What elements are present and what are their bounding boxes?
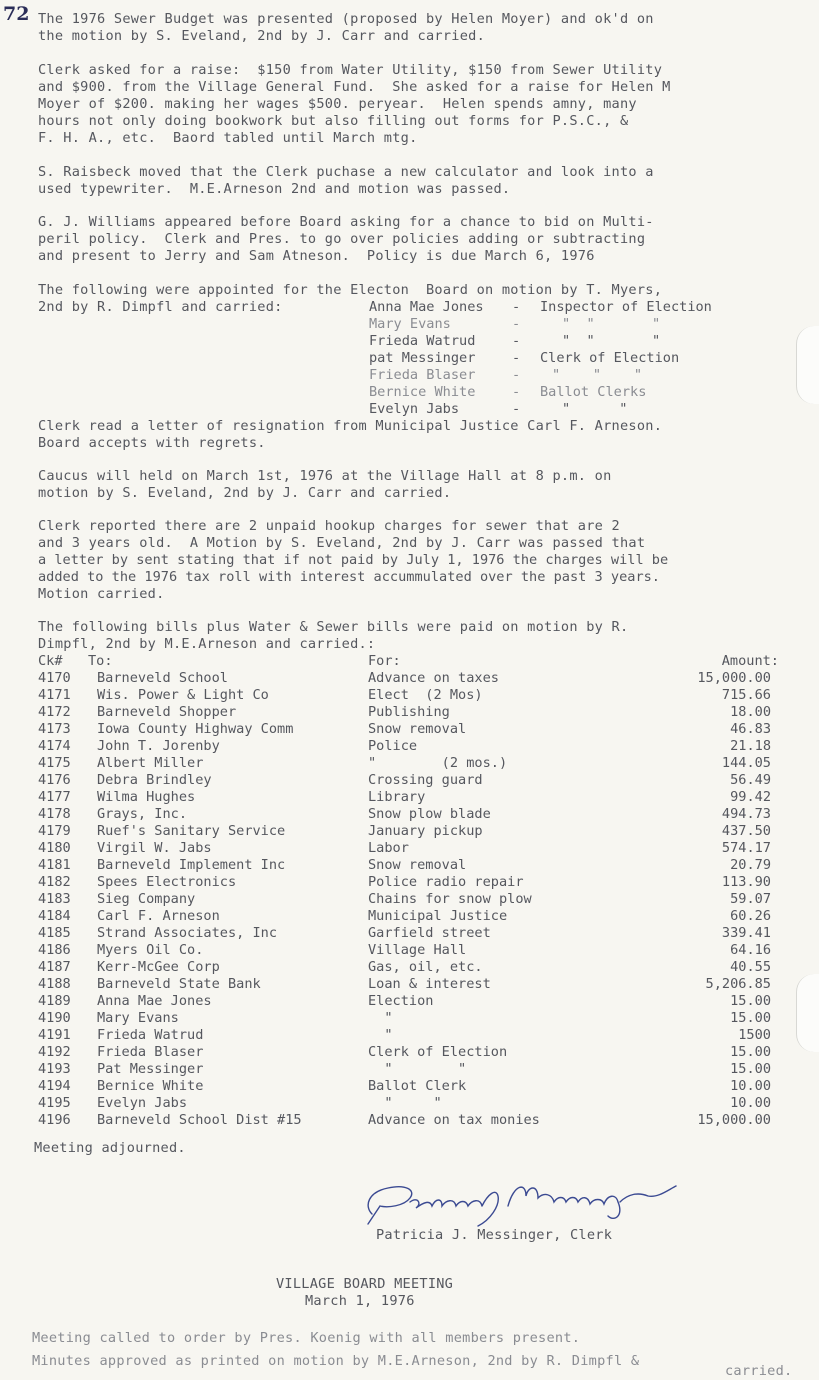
bill-check-number: 4172 [38,704,71,720]
text-line: carried. [725,1363,793,1379]
column-header-for: For: [368,653,401,669]
bill-payee: Debra Brindley [97,772,212,788]
text-line: used typewriter. M.E.Arneson 2nd and motion was passed. [38,181,511,197]
text-line: Clerk read a letter of resignation from Municipal Justice Carl F. Arneson. [38,418,663,434]
bill-amount: 56.49 [730,772,771,788]
bill-check-number: 4182 [38,874,71,890]
bill-purpose: January pickup [368,823,483,839]
bill-payee: Frieda Blaser [97,1044,204,1060]
table-row [0,670,819,687]
bill-payee: Barneveld State Bank [97,976,261,992]
bill-purpose: Snow removal [368,857,467,873]
table-row [0,993,819,1010]
appointee-name: Frieda Blaser [369,367,476,383]
table-row [0,823,819,840]
bill-amount: 10.00 [730,1078,771,1094]
bill-check-number: 4173 [38,721,71,737]
appointee-role: Clerk of Election [540,350,680,366]
bill-purpose: " [368,1027,393,1043]
bill-purpose: Advance on tax monies [368,1112,540,1128]
table-row [0,1078,819,1095]
bill-check-number: 4171 [38,687,71,703]
bill-purpose: Library [368,789,426,805]
text-line: Clerk asked for a raise: $150 from Water Utility, $150 from Sewer Utility [38,62,663,78]
bill-payee: Barneveld Implement Inc [97,857,286,873]
bill-amount: 113.90 [721,874,771,890]
table-row [0,721,819,738]
handwritten-signature [358,1176,688,1228]
text-line: Minutes approved as printed on motion by M.E.Arneson, 2nd by R. Dimpfl & [32,1353,640,1369]
text-line: hours not only doing bookwork but also filling out forms for P.S.C., & [38,113,629,129]
text-line: a letter by sent stating that if not paid by July 1, 1976 the charges will be [38,552,669,568]
table-row [0,1044,819,1061]
text-line: Clerk reported there are 2 unpaid hookup charges for sewer that are 2 [38,518,620,534]
bill-payee: Carl F. Arneson [97,908,220,924]
text-line: motion by S. Eveland, 2nd by J. Carr and carried. [38,485,452,501]
bill-check-number: 4193 [38,1061,71,1077]
appointee-dash: - [512,367,521,383]
bill-amount: 60.26 [730,908,771,924]
bill-amount: 18.00 [730,704,771,720]
bill-check-number: 4176 [38,772,71,788]
bill-purpose: Garfield street [368,925,491,941]
bill-purpose: Clerk of Election [368,1044,508,1060]
text-line: the motion by S. Eveland, 2nd by J. Carr and carried. [38,28,486,44]
bill-check-number: 4177 [38,789,71,805]
column-header-to: To: [88,653,113,669]
bill-check-number: 4194 [38,1078,71,1094]
table-row [0,738,819,755]
table-row [0,687,819,704]
bill-purpose: Election [368,993,434,1009]
table-row [0,857,819,874]
bill-payee: Wilma Hughes [97,789,196,805]
bill-check-number: 4196 [38,1112,71,1128]
bill-check-number: 4170 [38,670,71,686]
meeting-date: March 1, 1976 [305,1293,415,1309]
table-row [0,755,819,772]
bill-payee: Barneveld School [97,670,228,686]
bill-check-number: 4186 [38,942,71,958]
table-row [0,806,819,823]
text-line: The following were appointed for the Electon Board on motion by T. Myers, [38,282,663,298]
table-row [0,1061,819,1078]
bill-payee: Strand Associates, Inc [97,925,278,941]
text-line: Board accepts with regrets. [38,435,266,451]
bill-purpose: Village Hall [368,942,467,958]
bill-check-number: 4188 [38,976,71,992]
adjourned-text: Meeting adjourned. [34,1140,186,1156]
bill-purpose: Crossing guard [368,772,483,788]
bill-payee: Albert Miller [97,755,204,771]
bill-payee: Sieg Company [97,891,196,907]
bill-purpose: Police [368,738,418,754]
bill-payee: Spees Electronics [97,874,237,890]
paper-notch [796,974,819,1052]
bill-purpose: Gas, oil, etc. [368,959,483,975]
bill-check-number: 4185 [38,925,71,941]
bill-check-number: 4181 [38,857,71,873]
meeting-title: VILLAGE BOARD MEETING [276,1276,454,1292]
bill-purpose: Publishing [368,704,450,720]
bill-check-number: 4192 [38,1044,71,1060]
table-row [0,1095,819,1112]
bill-check-number: 4183 [38,891,71,907]
appointee-role: " " " [562,333,661,349]
table-row [0,1010,819,1027]
text-line: F. H. A., etc. Baord tabled until March mtg. [38,130,418,146]
appointee-dash: - [512,299,521,315]
bill-amount: 15.00 [730,993,771,1009]
bill-amount: 494.73 [721,806,771,822]
bill-amount: 64.16 [730,942,771,958]
bill-check-number: 4178 [38,806,71,822]
appointee-role: " " [562,401,628,417]
text-line: and $900. from the Village General Fund. She asked for a raise for Helen M [38,79,671,95]
appointee-role: Ballot Clerks [540,384,647,400]
text-line: added to the 1976 tax roll with interest accummulated over the past 3 years. [38,569,660,585]
appointee-role: Inspector of Election [540,299,712,315]
table-row [0,874,819,891]
table-row [0,789,819,806]
table-row [0,925,819,942]
bill-amount: 339.41 [721,925,771,941]
table-row [0,840,819,857]
bill-check-number: 4184 [38,908,71,924]
bill-amount: 40.55 [730,959,771,975]
appointee-dash: - [512,384,521,400]
bill-payee: Barneveld School Dist #15 [97,1112,302,1128]
text-line: 2nd by R. Dimpfl and carried: [38,299,283,315]
text-line: Meeting called to order by Pres. Koenig with all members present. [32,1330,581,1346]
bill-check-number: 4189 [38,993,71,1009]
table-row [0,959,819,976]
bill-amount: 715.66 [721,687,771,703]
appointee-name: Anna Mae Jones [369,299,484,315]
bill-amount: 59.07 [730,891,771,907]
bill-payee: Kerr-McGee Corp [97,959,220,975]
bill-amount: 5,206.85 [705,976,771,992]
bill-purpose: Ballot Clerk [368,1078,467,1094]
bill-amount: 99.42 [730,789,771,805]
bill-payee: Wis. Power & Light Co [97,687,269,703]
bill-check-number: 4179 [38,823,71,839]
table-row [0,704,819,721]
text-line: S. Raisbeck moved that the Clerk puchase a new calculator and look into a [38,164,654,180]
page-number: 72 [3,3,30,25]
bill-amount: 1500 [738,1027,771,1043]
appointee-name: Bernice White [369,384,476,400]
bill-purpose: Loan & interest [368,976,491,992]
paper-notch [796,326,819,404]
text-line: Moyer of $200. making her wages $500. peryear. Helen spends amny, many [38,96,637,112]
bill-amount: 20.79 [730,857,771,873]
bill-check-number: 4190 [38,1010,71,1026]
table-row [0,1112,819,1129]
text-line: G. J. Williams appeared before Board asking for a chance to bid on Multi- [38,214,654,230]
bill-amount: 437.50 [721,823,771,839]
appointee-role: " " " [562,316,661,332]
appointee-name: Mary Evans [369,316,451,332]
column-header-amount: Amount: [721,653,779,669]
bill-payee: Grays, Inc. [97,806,188,822]
bill-purpose: Chains for snow plow [368,891,532,907]
text-line: and 3 years old. A Motion by S. Eveland, 2nd by J. Carr was passed that [38,535,646,551]
bill-purpose: " " [368,1061,467,1077]
bill-amount: 144.05 [721,755,771,771]
table-row [0,908,819,925]
bill-payee: Pat Messinger [97,1061,204,1077]
bill-amount: 46.83 [730,721,771,737]
bill-purpose: Snow plow blade [368,806,491,822]
bill-check-number: 4174 [38,738,71,754]
table-row [0,772,819,789]
bill-check-number: 4195 [38,1095,71,1111]
bill-payee: Anna Mae Jones [97,993,212,1009]
appointee-dash: - [512,316,521,332]
bill-amount: 10.00 [730,1095,771,1111]
table-row [0,891,819,908]
bill-purpose: Police radio repair [368,874,524,890]
bill-purpose: " " [368,1095,442,1111]
bill-purpose: " [368,1010,393,1026]
appointee-name: Frieda Watrud [369,333,476,349]
bill-payee: Virgil W. Jabs [97,840,212,856]
bill-purpose: Snow removal [368,721,467,737]
bill-payee: Evelyn Jabs [97,1095,188,1111]
bill-payee: Barneveld Shopper [97,704,237,720]
bill-amount: 15.00 [730,1061,771,1077]
bill-amount: 21.18 [730,738,771,754]
table-row [0,1027,819,1044]
bill-check-number: 4175 [38,755,71,771]
table-row [0,976,819,993]
bill-purpose: Advance on taxes [368,670,499,686]
table-header-row [0,653,819,670]
signature-name: Patricia J. Messinger, Clerk [376,1227,613,1243]
appointee-dash: - [512,333,521,349]
bill-check-number: 4180 [38,840,71,856]
text-line: Motion carried. [38,586,165,602]
bill-payee: John T. Jorenby [97,738,220,754]
bill-amount: 15.00 [730,1044,771,1060]
text-line: Dimpfl, 2nd by M.E.Arneson and carried.: [38,636,376,652]
text-line: The following bills plus Water & Sewer bills were paid on motion by R. [38,619,629,635]
bill-payee: Mary Evans [97,1010,179,1026]
bill-payee: Iowa County Highway Comm [97,721,294,737]
bill-purpose: " (2 mos.) [368,755,508,771]
bill-amount: 15,000.00 [697,670,771,686]
bill-payee: Frieda Watrud [97,1027,204,1043]
bill-check-number: 4191 [38,1027,71,1043]
bill-check-number: 4187 [38,959,71,975]
appointee-name: pat Messinger [369,350,476,366]
appointee-name: Evelyn Jabs [369,401,460,417]
bill-payee: Ruef's Sanitary Service [97,823,286,839]
bill-purpose: Elect (2 Mos) [368,687,483,703]
text-line: Caucus will held on March 1st, 1976 at the Village Hall at 8 p.m. on [38,468,612,484]
bill-purpose: Labor [368,840,409,856]
bill-payee: Myers Oil Co. [97,942,204,958]
bill-amount: 15.00 [730,1010,771,1026]
bill-purpose: Municipal Justice [368,908,508,924]
appointee-dash: - [512,350,521,366]
appointee-dash: - [512,401,521,417]
appointee-role: " " " [552,367,643,383]
bill-payee: Bernice White [97,1078,204,1094]
column-header-ck: Ck# [38,653,63,669]
bill-amount: 574.17 [721,840,771,856]
bill-amount: 15,000.00 [697,1112,771,1128]
text-line: The 1976 Sewer Budget was presented (proposed by Helen Moyer) and ok'd on [38,11,654,27]
text-line: peril policy. Clerk and Pres. to go over policies adding or subtracting [38,231,646,247]
table-row [0,942,819,959]
text-line: and present to Jerry and Sam Atneson. Policy is due March 6, 1976 [38,248,595,264]
